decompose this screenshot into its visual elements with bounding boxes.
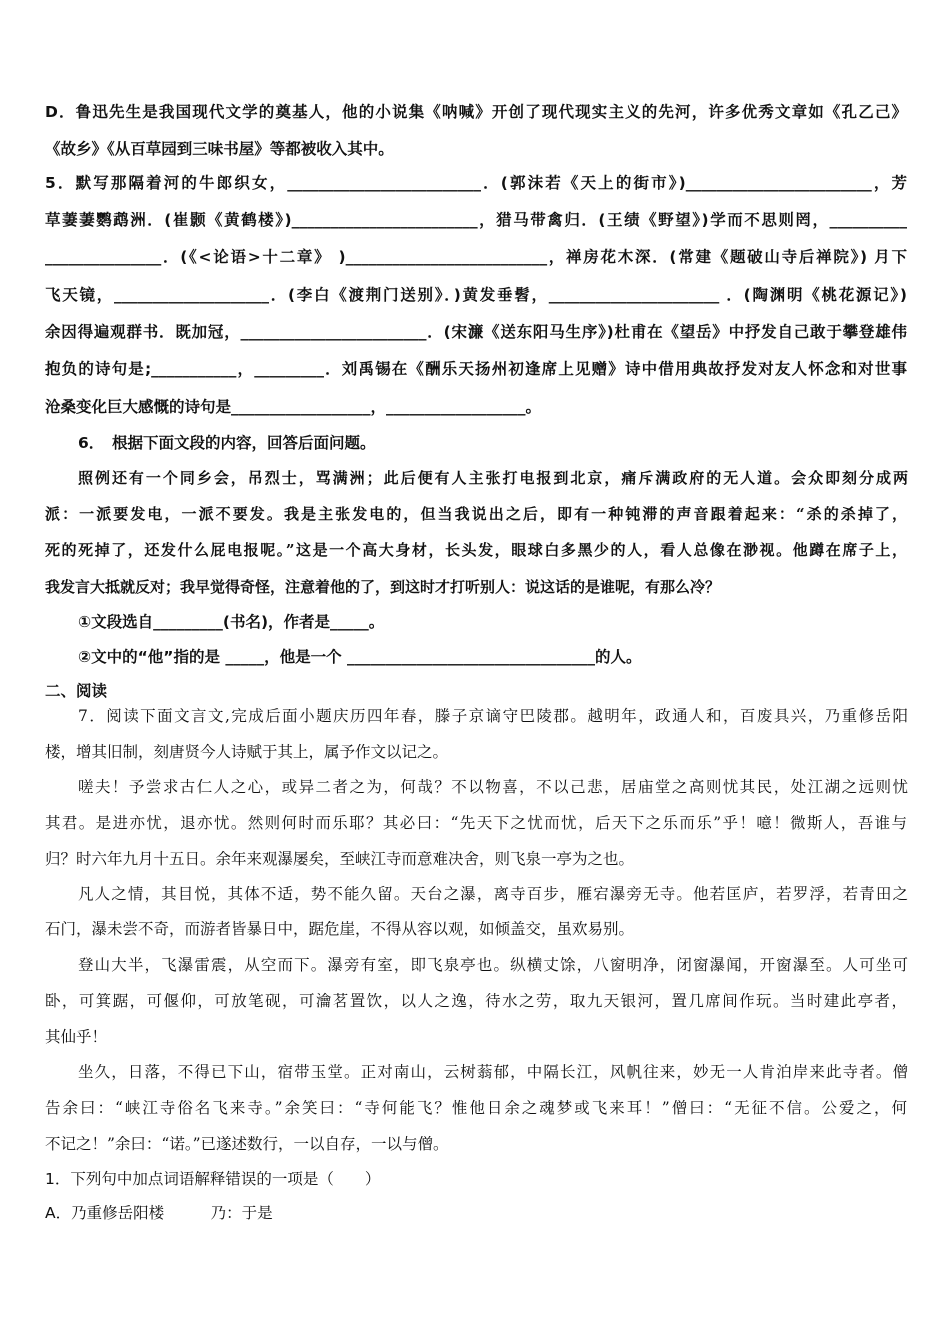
- q6-passage-line-2: 派：一派要发电，一派不要发。我是主张发电的，但当我说出之后，即有一种钝滞的声音跟着起来：“杀的杀掉了，: [45, 505, 907, 523]
- passage-para-3-line-1: 登山大半，飞瀑雷震，从空而下。瀑旁有室，即飞泉亭也。纵横丈馀，八窗明净，闭窗瀑闻，开窗瀑至。人可坐可: [78, 956, 908, 974]
- passage-para-2-line-2: 石门，瀑未尝不奇，而游者皆暴日中，踞危崖，不得从容以观，如倾盖交，虽欢易别。: [45, 920, 635, 938]
- passage-para-1-line-1: 嗟夫！予尝求古仁人之心，或异二者之为，何哉？不以物喜，不以己悲，居庙堂之高则忧其民，处江湖之远则忧: [78, 778, 908, 796]
- option-a: A．乃重修岳阳楼 乃：于是: [45, 1204, 273, 1222]
- passage-para-4-line-2: 告余曰：“峡江寺俗名飞来寺。”余笑曰：“寺何能飞？惟他日余之魂梦或飞来耳！”僧曰：“无征不信。公爱之，何: [45, 1099, 907, 1117]
- q5-line-6: 抱负的诗句是;___________，_________．刘禹锡在《酬乐天扬州初逢席上见赠》诗中借用典故抒发对友人怀念和对世事: [45, 360, 907, 378]
- option-d-line-2: 《故乡》《从百草园到三味书屋》等都被收入其中。: [45, 140, 394, 158]
- q7-intro-line-1: 7．阅读下面文言文,完成后面小题庆历四年春，滕子京谪守巴陵郡。越明年，政通人和，百废具兴，乃重修岳阳: [78, 707, 908, 725]
- q6-passage-line-3: 死的死掉了，还发什么屁电报呢。”这是一个高大身材，长头发，眼球白多黑少的人，看人总像在渺视。他蹲在席子上，: [45, 541, 907, 559]
- q5-line-2: 草萋萋鹦鹉洲．(崔颢《黄鹤楼》)________________________，猎马带禽归．(王绩《野望》)学而不思则罔，__________: [45, 211, 907, 229]
- subquestion-1: 1．下列句中加点词语解释错误的一项是（ ）: [45, 1170, 381, 1188]
- passage-para-2-line-1: 凡人之情，其目悦，其体不适，势不能久留。天台之瀑，离寺百步，雁宕瀑旁无寺。他若匡庐，若罗浮，若青田之: [78, 885, 908, 903]
- q7-intro-line-2: 楼，增其旧制，刻唐贤今人诗赋于其上，属予作文以记之。: [45, 743, 449, 761]
- passage-para-4-line-3: 不记之！”余曰：“诺。”已遂述数行，一以自存，一以与僧。: [45, 1135, 449, 1153]
- passage-para-1-line-2: 其君。是进亦忧，退亦忧。然则何时而乐耶？其必曰：“先天下之忧而忧，后天下之乐而乐”乎！噫！微斯人，吾谁与: [45, 814, 907, 832]
- q6-heading: 6． 根据下面文段的内容，回答后面问题。: [78, 434, 376, 452]
- q6-subquestion-2: ②文中的“他”指的是 _____，他是一个 ________________________________的人。: [78, 648, 642, 666]
- q6-subquestion-1: ①文段选自_________(书名)，作者是_____。: [78, 613, 385, 631]
- section-heading-reading: 二、阅读: [45, 682, 108, 700]
- q6-passage-line-1: 照例还有一个同乡会，吊烈士，骂满洲；此后便有人主张打电报到北京，痛斥满政府的无人道。会众即刻分成两: [78, 469, 908, 487]
- q5-line-7: 沧桑变化巨大感慨的诗句是__________________，__________________。: [45, 398, 542, 416]
- passage-para-3-line-2: 卧，可箕踞，可偃仰，可放笔砚，可瀹茗置饮，以人之逸，待水之劳，取九天银河，置几席间作玩。当时建此亭者，: [45, 992, 907, 1010]
- q5-line-1: 5．默写那隔着河的牛郎织女，_________________________．(郭沫若《天上的街市》)________________________，芳: [45, 174, 907, 192]
- q5-line-4: 飞天镜，____________________．(李白《渡荆门送别》．)黄发垂髫，______________________ ．(陶渊明《桃花源记》): [45, 286, 907, 304]
- q5-line-3: _______________．(《<论语>十二章》 )__________________________，禅房花木深．(常建《题破山寺后禅院》) 月下: [45, 248, 907, 266]
- passage-para-4-line-1: 坐久，日落，不得已下山，宿带玉堂。正对南山，云树蓊郁，中隔长江，风帆往来，妙无一人肯泊岸来此寺者。僧: [78, 1063, 908, 1081]
- q5-line-5: 余因得遍观群书．既加冠，________________________．(宋濂《送东阳马生序》)杜甫在《望岳》中抒发自己敢于攀登雄伟: [45, 323, 907, 341]
- passage-para-3-line-3: 其仙乎！: [45, 1028, 108, 1046]
- option-d-line-1: D．鲁迅先生是我国现代文学的奠基人，他的小说集《呐喊》开创了现代现实主义的先河，许多优秀文章如《孔乙己》: [45, 103, 907, 121]
- q6-passage-line-4: 我发言大抵就反对；我早觉得奇怪，注意着他的了，到这时才打听别人：说这话的是谁呢，有那么冷？: [45, 578, 721, 596]
- passage-para-1-line-3: 归？时六年九月十五日。余年来观瀑屡矣，至峡江寺而意难决舍，则飞泉一亭为之也。: [45, 850, 635, 868]
